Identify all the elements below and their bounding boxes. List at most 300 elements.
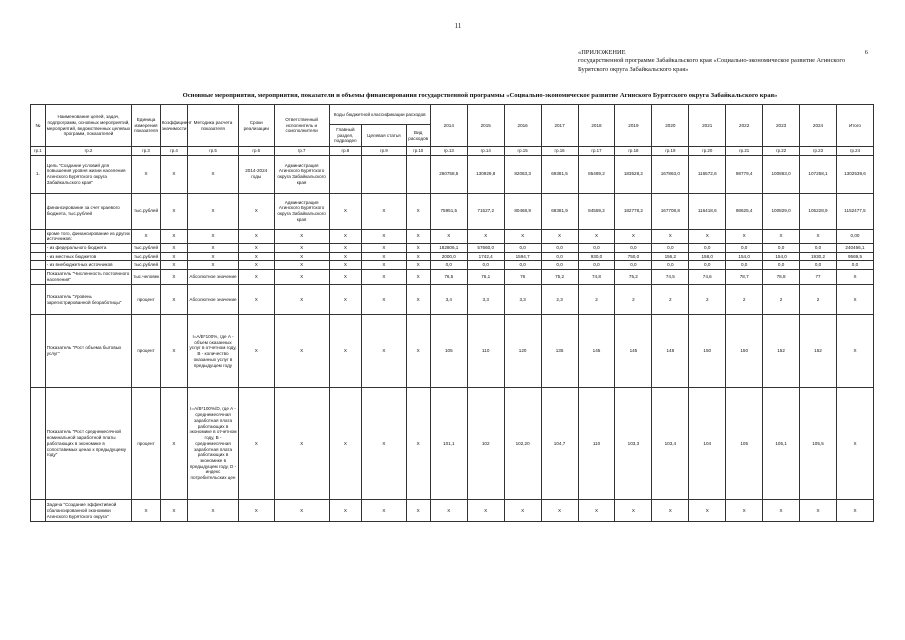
table-cell	[31, 285, 46, 315]
table-cell: X	[132, 500, 160, 522]
table-cell: 156,2	[652, 252, 689, 261]
table-cell: 0,0	[689, 243, 726, 252]
table-cell: X	[541, 500, 578, 522]
table-cell: 0,0	[652, 261, 689, 270]
header-year: 2017	[541, 105, 578, 147]
table-cell: X	[238, 243, 274, 252]
table-cell: X	[541, 229, 578, 243]
table-cell: 2,3	[541, 285, 578, 315]
table-cell: 2	[578, 285, 615, 315]
table-cell: 1.	[31, 155, 46, 193]
column-number: гр.17	[578, 147, 615, 156]
header-year: 2014	[430, 105, 467, 147]
table-cell: 2	[726, 285, 763, 315]
table-cell	[31, 229, 46, 243]
header-year: 2016	[504, 105, 541, 147]
table-cell: 130929,8	[467, 155, 504, 193]
table-cell: X	[274, 270, 329, 285]
table-row	[31, 285, 874, 315]
appendix-title: «ПРИЛОЖЕНИЕ	[578, 49, 626, 56]
header-year: 2021	[689, 105, 726, 147]
table-cell: 68381,9	[541, 193, 578, 229]
table-cell: X	[689, 500, 726, 522]
table-cell	[406, 155, 430, 193]
table-cell: 100863,0	[763, 155, 800, 193]
table-cell: 105	[726, 388, 763, 500]
table-cell: X	[274, 243, 329, 252]
table-cell: X	[689, 229, 726, 243]
table-cell: 750,0	[615, 252, 652, 261]
table-cell: 75951,5	[430, 193, 467, 229]
table-cell: X	[578, 500, 615, 522]
column-number: гр.15	[504, 147, 541, 156]
table-cell: X	[132, 229, 160, 243]
table-cell: X	[504, 500, 541, 522]
table-cell: X	[238, 388, 274, 500]
row-label: Показатель "Рост объема бытовых услуг"	[45, 315, 132, 388]
appendix-mark: 6	[864, 49, 868, 56]
row-method: I=A/B*100%, где A - объем оказанных услуг в отчетном году, B - количество оказанных услуг в предыдущем году	[188, 315, 239, 388]
table-cell: X	[406, 500, 430, 522]
table-cell: 74,6	[689, 270, 726, 285]
row-label: кроме того, финансирование из других источников:	[45, 229, 132, 243]
table-cell: X	[726, 500, 763, 522]
column-number: гр.24	[836, 147, 873, 156]
row-method: X	[188, 261, 239, 270]
table-cell: 0,0	[504, 243, 541, 252]
table-cell: X	[362, 193, 406, 229]
row-label: Задача "Создание эффективной сбалансированной экономики Агинского Бурятского округа"	[45, 500, 132, 522]
table-row	[31, 252, 874, 261]
table-cell: X	[329, 285, 362, 315]
table-cell: тыс.рублей	[132, 243, 160, 252]
table-cell: 0,0	[726, 261, 763, 270]
table-cell: X	[160, 388, 187, 500]
table-cell: 104,7	[541, 388, 578, 500]
table-cell: X	[274, 229, 329, 243]
table-cell: 150	[689, 315, 726, 388]
row-label: - из федерального бюджета	[45, 243, 132, 252]
table-cell: 0,0	[578, 261, 615, 270]
table-cell: 75,2	[615, 270, 652, 285]
table-cell: X	[362, 243, 406, 252]
table-cell: 154,0	[763, 252, 800, 261]
table-cell: 930,0	[578, 252, 615, 261]
table-cell: 0,0	[763, 261, 800, 270]
column-number: гр.9	[362, 147, 406, 156]
table-cell: тыс.человек	[132, 270, 160, 285]
table-cell: X	[800, 500, 837, 522]
table-cell: 183528,2	[615, 155, 652, 193]
header-name: Наименование целей, задач, подпрограмм, основных мероприятий, мероприятий, ведомственных целевых программ, показателей	[45, 105, 132, 147]
table-cell: 78,8	[763, 270, 800, 285]
table-cell: 135	[541, 315, 578, 388]
table-cell: 84559,2	[578, 193, 615, 229]
header-row	[31, 105, 874, 125]
table-cell: 105	[430, 315, 467, 388]
table-cell: процент	[132, 388, 160, 500]
column-number: гр.3	[132, 147, 160, 156]
table-cell: X	[362, 500, 406, 522]
table-cell: X	[329, 500, 362, 522]
header-year: 2015	[467, 105, 504, 147]
table-cell: X	[160, 261, 187, 270]
table-cell: 1302539,6	[836, 155, 873, 193]
table-cell: X	[430, 500, 467, 522]
table-cell: 71527,2	[467, 193, 504, 229]
header-total: Итого	[836, 105, 873, 147]
table-cell: 0,0	[726, 243, 763, 252]
table-cell: X	[800, 229, 837, 243]
table-cell: 69381,5	[541, 155, 578, 193]
table-cell: тыс.рублей	[132, 193, 160, 229]
header-unit: Единица измерения показателя	[132, 105, 160, 147]
table-cell: 1742,4	[467, 252, 504, 261]
table-cell: X	[160, 155, 187, 193]
table-cell: 3,3	[504, 285, 541, 315]
header-year: 2018	[578, 105, 615, 147]
table-cell: 98625,4	[726, 193, 763, 229]
row-method: X	[188, 243, 239, 252]
table-cell: X	[406, 270, 430, 285]
table-cell	[31, 500, 46, 522]
table-cell: X	[329, 193, 362, 229]
table-cell: 0,0	[763, 243, 800, 252]
table-cell: Администрация Агинского Бурятского округа Забайкальского края	[274, 155, 329, 193]
table-cell: тыс.рублей	[132, 261, 160, 270]
table-cell: 1594,7	[504, 252, 541, 261]
table-cell	[31, 270, 46, 285]
table-cell: 150	[726, 315, 763, 388]
table-cell: 0,0	[578, 243, 615, 252]
table-cell: 78,7	[726, 270, 763, 285]
table-cell: 105228,9	[800, 193, 837, 229]
header-coef: Коэффициент значимости	[160, 105, 187, 147]
header-term: Сроки реализации	[238, 105, 274, 147]
table-cell: 105,1	[763, 388, 800, 500]
table-row	[31, 315, 874, 388]
row-method: Абсолютное значение	[188, 270, 239, 285]
table-cell: 3,3	[467, 285, 504, 315]
column-number: гр.7	[274, 147, 329, 156]
page-number: 11	[454, 22, 462, 30]
column-number: гр.10	[406, 147, 430, 156]
table-cell: 0,00	[836, 229, 873, 243]
table-cell: 145	[615, 315, 652, 388]
row-method: Абсолютное значение	[188, 285, 239, 315]
row-method: I=A/B*100%/D, где A - среднемесячная заработная плата работающих в экономике в отчетном году, B - среднемесячная заработная плата работающих в экономике в предыдущем году, D - индекс потребительских цен	[188, 388, 239, 500]
table-cell: X	[836, 500, 873, 522]
table-cell: X	[652, 500, 689, 522]
table-row	[31, 270, 874, 285]
table-cell: X	[406, 261, 430, 270]
row-label: - из внебюджетных источников	[45, 261, 132, 270]
header-code-type: Вид расходов	[406, 125, 430, 147]
header-year: 2019	[615, 105, 652, 147]
table-cell	[31, 243, 46, 252]
table-cell: 0,0	[541, 261, 578, 270]
column-number: гр.13	[430, 147, 467, 156]
column-number: гр.14	[467, 147, 504, 156]
table-cell: X	[836, 285, 873, 315]
table-cell: 167708,8	[652, 193, 689, 229]
table-cell: X	[406, 285, 430, 315]
table-cell: 0,0	[689, 261, 726, 270]
table-row	[31, 261, 874, 270]
row-method: X	[188, 155, 239, 193]
table-cell: 152	[800, 315, 837, 388]
table-cell: X	[836, 315, 873, 388]
table-cell: тыс.рублей	[132, 252, 160, 261]
table-cell: X	[362, 388, 406, 500]
table-cell: 76,1	[467, 270, 504, 285]
table-row	[31, 229, 874, 243]
table-cell: 0,0	[467, 261, 504, 270]
table-cell: X	[329, 270, 362, 285]
row-label: Цель "Создание условий для повышения уровня жизни населения Агинского Бурятского округа Забайкальского края"	[45, 155, 132, 193]
table-cell: 2	[800, 285, 837, 315]
table-cell: 2000,0	[430, 252, 467, 261]
table-cell: 120	[504, 315, 541, 388]
table-cell: 158,0	[689, 252, 726, 261]
column-number: гр.1	[31, 147, 46, 156]
table-cell: 0,0	[504, 261, 541, 270]
table-cell: 85489,2	[578, 155, 615, 193]
table-cell: 2	[615, 285, 652, 315]
table-cell: X	[238, 315, 274, 388]
row-method: X	[188, 252, 239, 261]
table-cell: 116572,6	[689, 155, 726, 193]
column-number: гр.4	[160, 147, 187, 156]
table-cell: X	[160, 193, 187, 229]
table-cell: 154,0	[726, 252, 763, 261]
table-cell: X	[238, 252, 274, 261]
table-cell: 104	[689, 388, 726, 500]
table-cell: X	[160, 500, 187, 522]
table-cell: 0,0	[615, 243, 652, 252]
table-cell: X	[836, 388, 873, 500]
table-cell: X	[406, 229, 430, 243]
table-cell: 102	[467, 388, 504, 500]
table-cell: X	[160, 229, 187, 243]
table-cell: X	[329, 388, 362, 500]
table-cell: X	[467, 500, 504, 522]
table-cell: 2	[763, 285, 800, 315]
table-cell: 80468,9	[504, 193, 541, 229]
table-cell: X	[329, 243, 362, 252]
program-table	[30, 104, 874, 522]
row-label: Показатель "Рост среднемесячной номинальной заработной платы работающих в экономике в сопоставимых ценах к предыдущему году"	[45, 388, 132, 500]
table-cell: X	[763, 229, 800, 243]
table-cell: 76	[504, 270, 541, 285]
table-cell: 167863,0	[652, 155, 689, 193]
table-cell: 101,1	[430, 388, 467, 500]
table-cell: 2014-2024 годы	[238, 155, 274, 193]
table-cell: X	[238, 270, 274, 285]
table-cell: 74,5	[652, 270, 689, 285]
appendix-text: государственной программе Забайкальского края «Социально-экономическое развитие Агинского Бурятского округа Забайкальского края»	[578, 57, 846, 73]
table-cell: 0,0	[430, 261, 467, 270]
table-cell: X	[763, 500, 800, 522]
table-row	[31, 388, 874, 500]
table-cell: X	[406, 315, 430, 388]
table-cell: процент	[132, 315, 160, 388]
table-cell: 260758,5	[430, 155, 467, 193]
table-cell	[31, 193, 46, 229]
column-number: гр.16	[541, 147, 578, 156]
table-row	[31, 193, 874, 229]
header-year: 2022	[726, 105, 763, 147]
table-cell: X	[160, 285, 187, 315]
table-cell: 103,4	[652, 388, 689, 500]
table-cell: X	[362, 270, 406, 285]
column-number: гр.23	[800, 147, 837, 156]
table-cell: 0,0	[800, 243, 837, 252]
table-cell: X	[406, 243, 430, 252]
header-executor: Ответственный исполнитель и соисполнители	[274, 105, 329, 147]
table-cell: X	[160, 270, 187, 285]
table-cell: Администрация Агинского Бурятского округа Забайкальского края	[274, 193, 329, 229]
table-cell: 2	[689, 285, 726, 315]
table-cell: X	[467, 229, 504, 243]
table-cell: X	[238, 229, 274, 243]
row-method: X	[188, 500, 239, 522]
column-number: гр.5	[188, 147, 239, 156]
table-cell: X	[362, 315, 406, 388]
table-cell: X	[726, 229, 763, 243]
table-cell: X	[615, 229, 652, 243]
table-cell: X	[406, 252, 430, 261]
table-cell: X	[329, 315, 362, 388]
table-cell: 98779,4	[726, 155, 763, 193]
table-cell: X	[160, 315, 187, 388]
table-cell: 1930,2	[800, 252, 837, 261]
table-cell: X	[274, 500, 329, 522]
row-label: финансирование за счет краевого бюджета, тыс.рублей	[45, 193, 132, 229]
table-cell: 0,0	[800, 261, 837, 270]
table-cell	[362, 155, 406, 193]
header-code-section: Главный раздел, подраздел	[329, 125, 362, 147]
table-cell: X	[274, 261, 329, 270]
table-cell: X	[329, 252, 362, 261]
table-cell: 107258,1	[800, 155, 837, 193]
column-number: гр.19	[652, 147, 689, 156]
table-cell: 103,3	[615, 388, 652, 500]
table-cell: X	[238, 500, 274, 522]
table-cell: 110	[467, 315, 504, 388]
table-cell: 100829,0	[763, 193, 800, 229]
table-cell: 3,4	[430, 285, 467, 315]
table-cell: X	[274, 285, 329, 315]
table-cell: 2	[652, 285, 689, 315]
table-cell: 9569,5	[836, 252, 873, 261]
table-cell: 57660,0	[467, 243, 504, 252]
table-cell: 105,5	[800, 388, 837, 500]
table-row	[31, 155, 874, 193]
table-cell: X	[132, 155, 160, 193]
header-year: 2024	[800, 105, 837, 147]
table-cell: 110	[578, 388, 615, 500]
table-cell: 182778,2	[615, 193, 652, 229]
table-cell: 0,0	[836, 261, 873, 270]
table-cell: X	[504, 229, 541, 243]
table-cell: X	[362, 285, 406, 315]
table-cell: X	[274, 252, 329, 261]
column-number: гр.2	[45, 147, 132, 156]
table-row	[31, 500, 874, 522]
row-label: Показатель "Уровень зарегистрированной безработицы"	[45, 285, 132, 315]
table-cell: X	[329, 261, 362, 270]
row-label: - из местных бюджетов	[45, 252, 132, 261]
table-cell	[31, 388, 46, 500]
table-cell: 74,8	[578, 270, 615, 285]
row-method: X	[188, 229, 239, 243]
header-code-target: Целевая статья	[362, 125, 406, 147]
table-cell: X	[578, 229, 615, 243]
table-cell	[31, 252, 46, 261]
table-cell: X	[836, 270, 873, 285]
table-cell: 102,20	[504, 388, 541, 500]
table-cell: 0,0	[615, 261, 652, 270]
table-cell: 240466,1	[836, 243, 873, 252]
header-method: Методика расчета показателя	[188, 105, 239, 147]
table-cell: 0,0	[652, 243, 689, 252]
column-number: гр.21	[726, 147, 763, 156]
table-cell: 82063,3	[504, 155, 541, 193]
table-cell: 116418,6	[689, 193, 726, 229]
column-number-row	[31, 147, 874, 156]
table-cell	[31, 315, 46, 388]
table-cell: X	[362, 261, 406, 270]
header-num: №	[31, 105, 46, 147]
table-cell: X	[329, 229, 362, 243]
appendix-block	[578, 49, 868, 74]
table-cell: X	[160, 243, 187, 252]
table-cell: X	[238, 193, 274, 229]
table-cell: процент	[132, 285, 160, 315]
table-cell: X	[362, 252, 406, 261]
table-cell: 77	[800, 270, 837, 285]
table-cell: X	[362, 229, 406, 243]
table-cell: 75,2	[541, 270, 578, 285]
table-row	[31, 243, 874, 252]
table-cell: 148	[652, 315, 689, 388]
header-year: 2023	[763, 105, 800, 147]
header-codes: Коды бюджетной классификации расходов	[329, 105, 430, 125]
table-cell: X	[274, 315, 329, 388]
column-number: гр.18	[615, 147, 652, 156]
table-cell: X	[238, 261, 274, 270]
table-cell: 76,5	[430, 270, 467, 285]
table-cell: X	[160, 252, 187, 261]
column-number: гр.6	[238, 147, 274, 156]
table-cell: 1152477,5	[836, 193, 873, 229]
document-title: Основные мероприятия, мероприятия, показатели и объемы финансирования государственной программы «Социально-экономическое развитие Агинского Бурятского округа Забайкальского края»	[182, 92, 778, 99]
column-number: гр.8	[329, 147, 362, 156]
table-cell: X	[430, 229, 467, 243]
table-cell: 0,0	[541, 243, 578, 252]
row-method: X	[188, 193, 239, 229]
table-cell: X	[406, 193, 430, 229]
table-cell: X	[615, 500, 652, 522]
header-year: 2020	[652, 105, 689, 147]
table-cell: X	[406, 388, 430, 500]
table-cell: 182806,1	[430, 243, 467, 252]
table-cell	[329, 155, 362, 193]
table-cell: 152	[763, 315, 800, 388]
table-cell: X	[238, 285, 274, 315]
table-cell: 0,0	[541, 252, 578, 261]
